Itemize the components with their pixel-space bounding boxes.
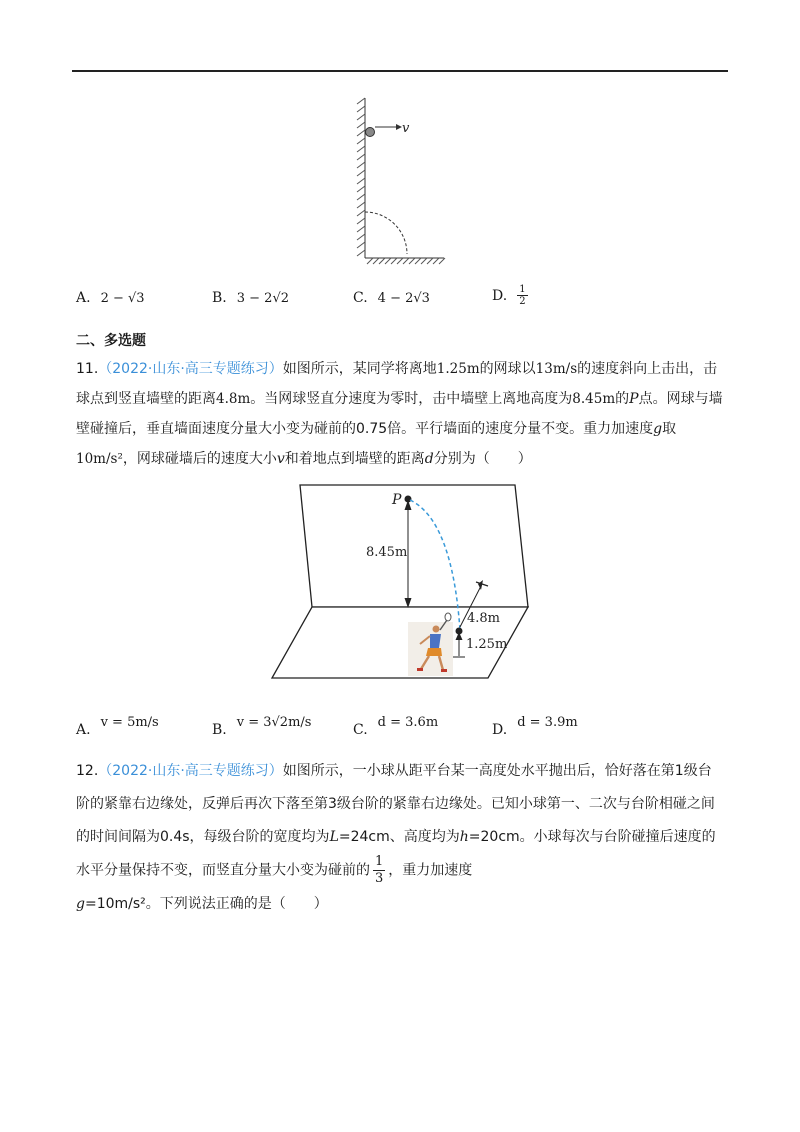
- distance-label: 4.8m: [467, 611, 501, 626]
- q11-option-b[interactable]: [212, 714, 312, 738]
- header-rule: [72, 70, 728, 72]
- option-value: v = 5m/s: [100, 715, 159, 730]
- option-letter: C.: [353, 290, 368, 306]
- tennis-player-icon: [408, 613, 453, 676]
- hit-height-label: 1.25m: [466, 637, 508, 652]
- q11-court-figure: [270, 480, 540, 685]
- option-letter: D.: [492, 722, 508, 738]
- q10-option-d[interactable]: [492, 284, 528, 307]
- option-letter: B.: [212, 722, 227, 738]
- option-value: 2 − √3: [100, 291, 145, 306]
- option-letter: A.: [76, 722, 91, 738]
- option-value: d = 3.6m: [377, 715, 439, 730]
- q11-text: 11.（2022·山东·高三专题练习）如图所示，某同学将离地1.25m的网球以13m/s的速度斜向上击出，击球点到竖直墙壁的距离4.8m。当网球竖直分速度为零时，击中墙壁上离地高度为8.45m的P点。网球与墙壁碰撞后，垂直墙面速度分量大小变为碰前的0.75倍。平行墙面的速度分量不变。重力加速度g取10m/s²，网球碰墙后的速度大小v和着地点到墙壁的距离d分别为（ ）: [76, 361, 723, 467]
- q11-option-a[interactable]: [76, 714, 159, 738]
- option-value: 3 − 2√2: [236, 291, 290, 306]
- option-value: d = 3.9m: [517, 715, 578, 730]
- q10-option-a[interactable]: [76, 290, 145, 306]
- q12-text: 12.（2022·山东·高三专题练习）如图所示，一小球从距平台某一高度处水平抛出后，恰好落在第1级台阶的紧靠右边缘处，反弹后再次下落至第3级台阶的紧靠右边缘处。已知小球第一、二次与台阶相碰之间的时间间隔为0.4s，每级台阶的宽度均为L=24cm、高度均为h=20cm。小球每次与台阶碰撞后速度的水平分量保持不变，而竖直分量大小变为碰前的 $\frac{1}{3}$ ，重力加速度g=10m/s²。下列说法正确的是（ ）: [76, 763, 716, 912]
- option-letter: B.: [212, 290, 227, 306]
- q12-source[interactable]: （2022·山东·高三专题练习）: [98, 763, 283, 779]
- q11-source[interactable]: （2022·山东·高三专题练习）: [98, 361, 283, 377]
- velocity-label: v: [402, 121, 410, 136]
- option-letter: D.: [492, 287, 508, 304]
- q11-option-c[interactable]: [353, 714, 439, 738]
- option-fraction: $\frac{1}{2}$: [519, 284, 526, 307]
- option-value: v = 3√2m/s: [236, 715, 312, 730]
- q12-fraction: $\frac{1}{3}$: [375, 854, 384, 886]
- q10-wall-figure: [340, 92, 470, 272]
- q10-option-c[interactable]: [353, 290, 430, 306]
- option-letter: C.: [353, 722, 368, 738]
- section-title: 二、多选题: [76, 333, 146, 349]
- q10-option-b[interactable]: [212, 290, 289, 306]
- q11-option-d[interactable]: [492, 714, 578, 738]
- option-letter: A.: [76, 290, 91, 306]
- option-value: 4 − 2√3: [377, 291, 430, 306]
- p-label: P: [392, 492, 402, 508]
- height-label: 8.45m: [366, 545, 408, 560]
